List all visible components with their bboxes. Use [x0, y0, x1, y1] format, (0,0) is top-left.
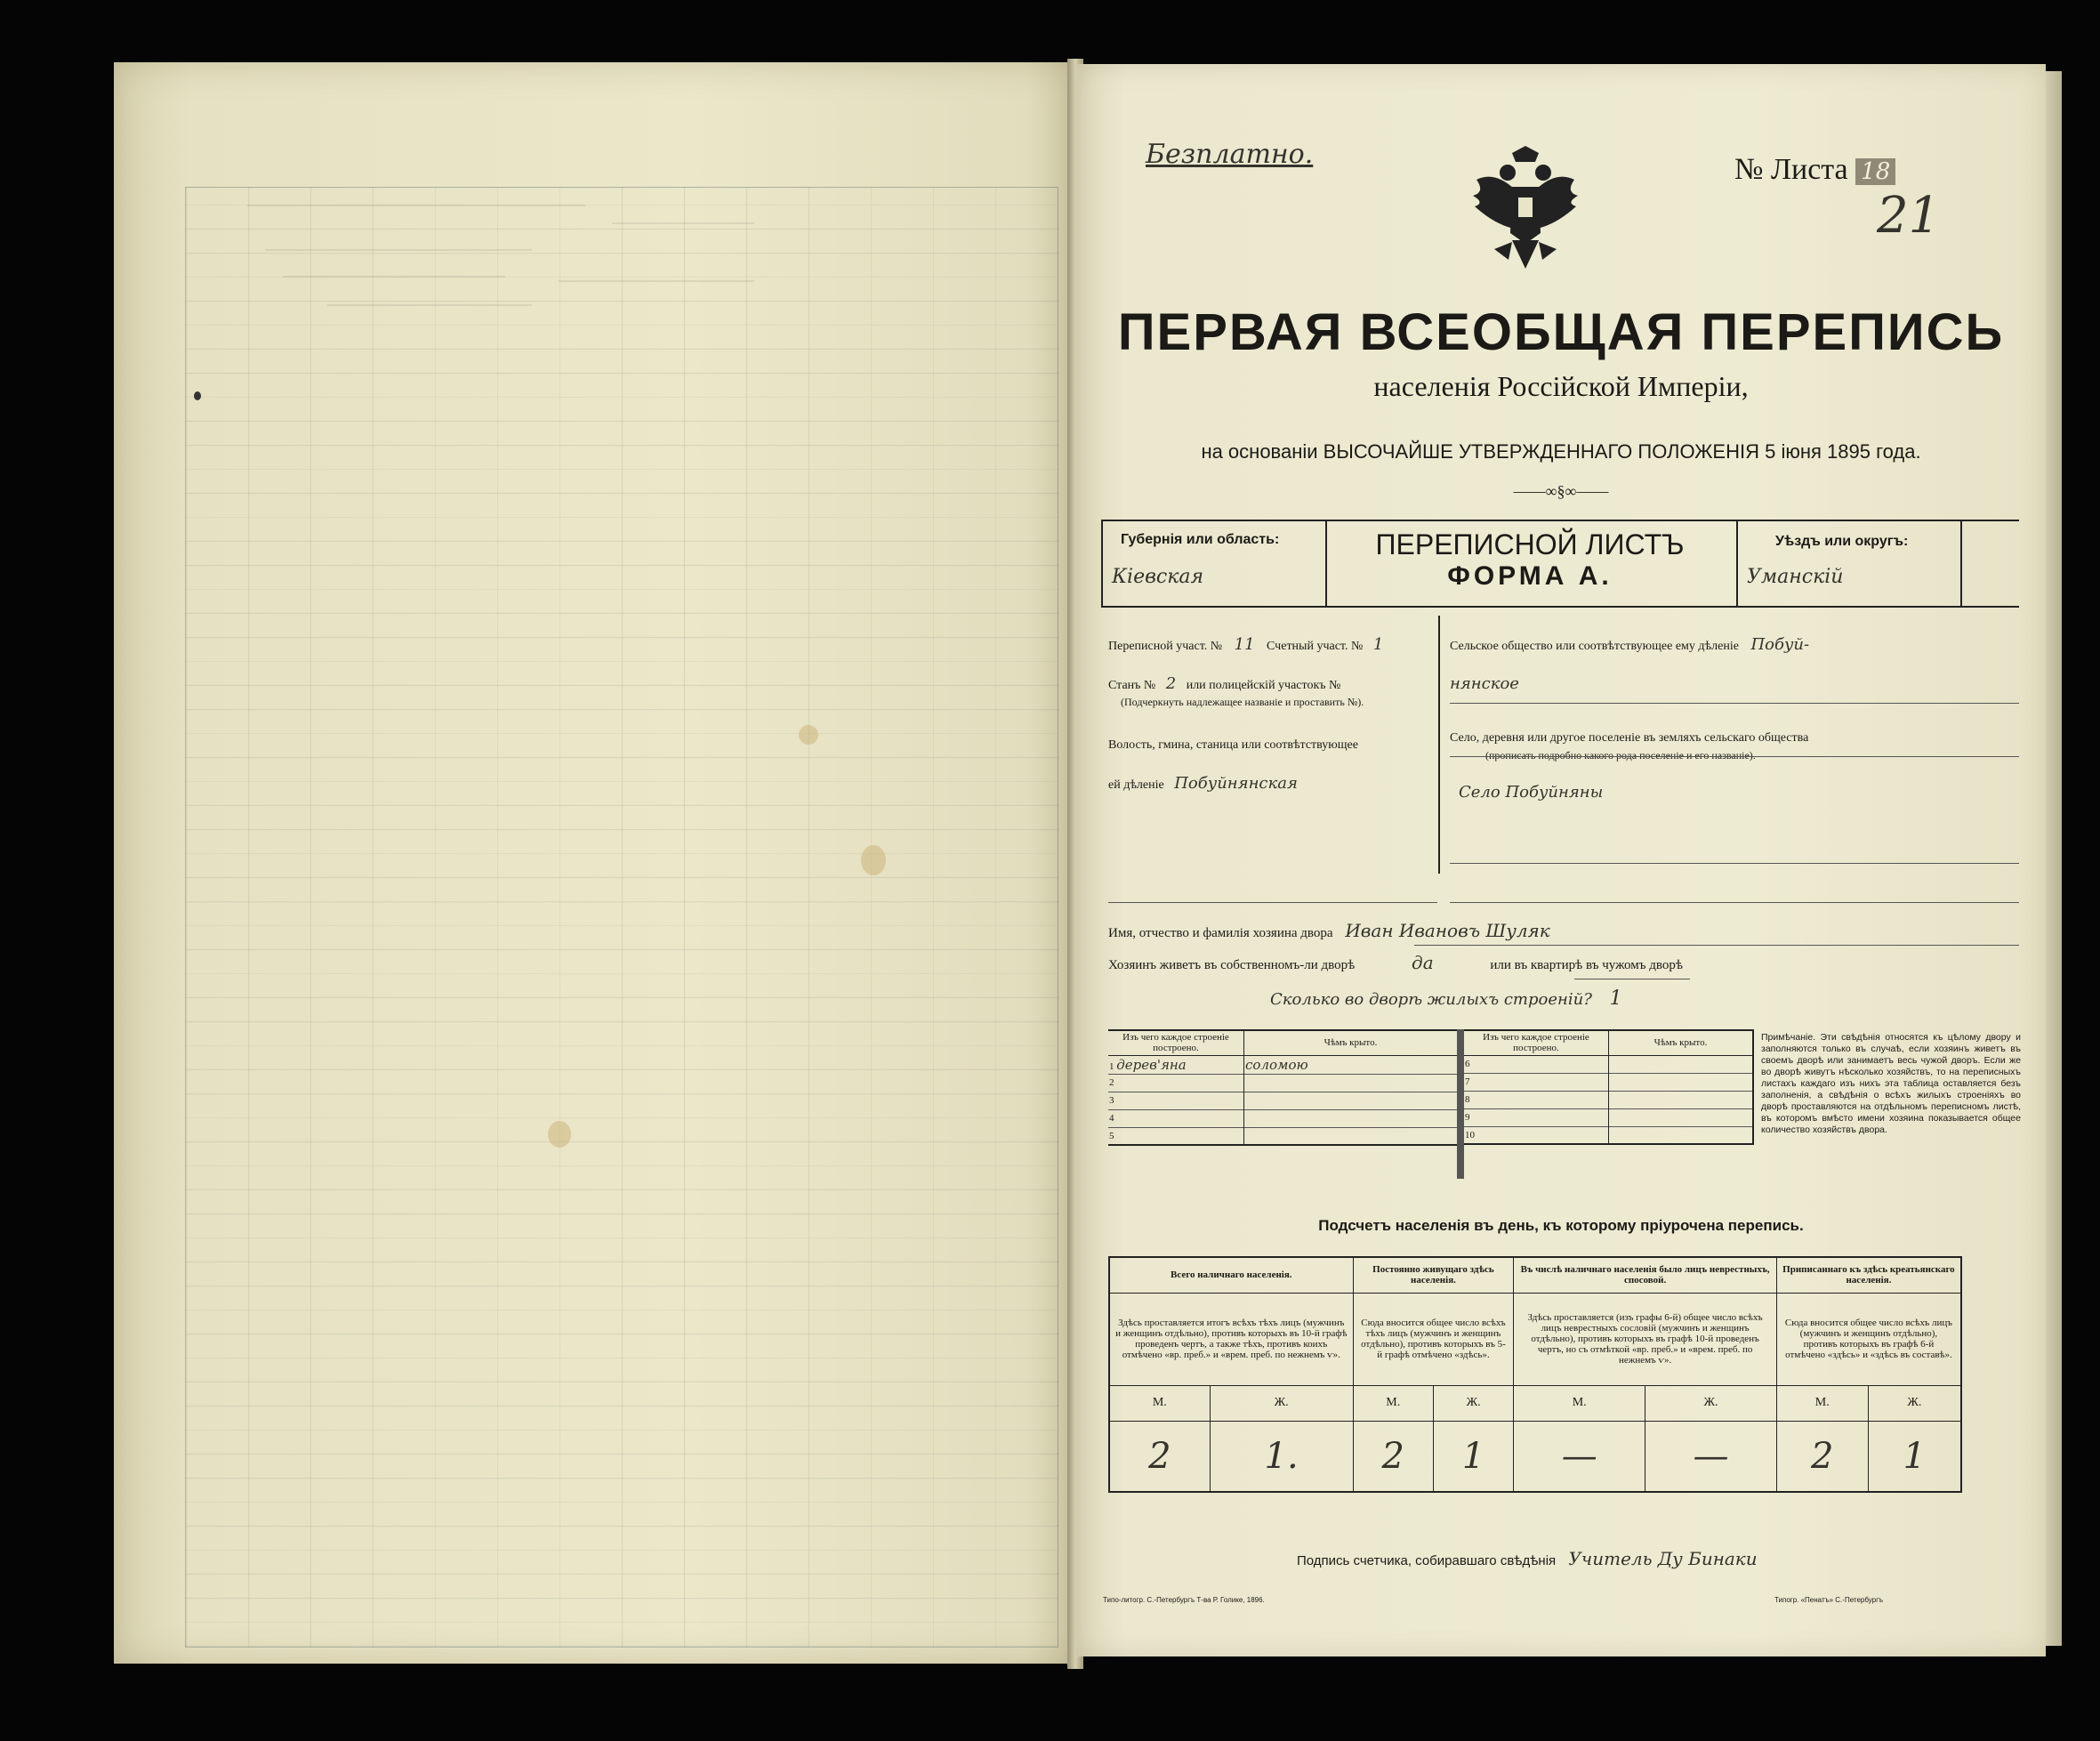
- village-label: Село, деревня или другое поселеніе въ земляхъ сельскаго общества: [1450, 731, 1809, 745]
- group-title: Всего наличнаго населенія.: [1109, 1257, 1353, 1293]
- col-f: Ж.: [1907, 1396, 1922, 1409]
- census-district-label: Переписной участ. №: [1108, 640, 1223, 653]
- volost-label: Волость, гмина, станица или соотвѣтствующее: [1108, 738, 1358, 752]
- col-f: Ж.: [1210, 1385, 1353, 1421]
- fill-line: [1450, 863, 2019, 864]
- buildings-table-right: [1464, 1029, 1754, 1145]
- fill-line: [1450, 902, 2019, 903]
- sheet-number-label: № Листа: [1734, 153, 1848, 186]
- table-row: 4: [1108, 1109, 1457, 1127]
- society-value-2: нянское: [1450, 674, 1519, 693]
- population-values-row: [1109, 1421, 1961, 1492]
- table-row: 8: [1464, 1091, 1753, 1108]
- left-page: [114, 62, 1074, 1664]
- group-desc: Сюда вносится общее число всѣхъ тѣхъ лицъ (мужчинъ и женщинъ отдѣльно), противъ которыхъ въ 5-й графѣ отмѣчено «здѣсь».: [1353, 1293, 1514, 1385]
- village-note: (прописать подробно какого рода поселеніе и его названіе).: [1485, 749, 1756, 762]
- col-m: М.: [1353, 1385, 1433, 1421]
- col-m: М.: [1109, 1385, 1210, 1421]
- count-value: —: [1514, 1421, 1645, 1492]
- owner-lives-value: да: [1412, 952, 1434, 973]
- village-value: Село Побуйняны: [1459, 783, 1604, 802]
- population-caption: Подсчетъ населенія въ день, къ которому пріурочена перепись.: [1318, 1217, 1804, 1234]
- left-page-grid: [185, 187, 1058, 1648]
- buildings-value: 1: [1609, 987, 1622, 1010]
- group-title: Постоянно живущаго здѣсь населенія.: [1353, 1257, 1514, 1293]
- fill-line: [1414, 945, 2019, 946]
- stan-value: 2: [1165, 674, 1177, 693]
- province-label: Губернія или область:: [1121, 532, 1280, 547]
- count-value: 2: [1109, 1421, 1210, 1492]
- table-row: 5: [1108, 1127, 1457, 1145]
- sheet-number-handwritten: 21: [1877, 187, 1941, 245]
- census-district-value: 11: [1234, 635, 1255, 654]
- count-value: —: [1645, 1421, 1777, 1492]
- ink-spot: [194, 391, 201, 400]
- signature-value: Учитель Ду Бинаки: [1568, 1548, 1758, 1569]
- stan-label: Станъ №: [1108, 679, 1156, 692]
- bleed-through-line: [283, 276, 505, 278]
- police-label: или полицейскій участокъ №: [1186, 679, 1341, 692]
- sheet-number-value: 18: [1855, 158, 1895, 185]
- census-title: ПЕРВАЯ ВСЕОБЩАЯ ПЕРЕПИСЬ: [1117, 303, 2005, 361]
- owner-name-value: Иван Ивановъ Шуляк: [1345, 920, 1550, 941]
- col-material-header: Изъ чего каждое строеніе построено.: [1108, 1030, 1244, 1055]
- col-m: М.: [1776, 1385, 1868, 1421]
- paper-stain: [861, 845, 886, 875]
- ornament: ——∞§∞——: [1513, 482, 1609, 500]
- group-title: Приписаннаго къ здѣсь креатьянскаго населенія.: [1782, 1264, 1955, 1286]
- fill-line: [1450, 756, 2019, 757]
- form-title-block: [1325, 528, 1734, 592]
- bleed-through-line: [247, 205, 585, 206]
- census-subtitle: населенія Россійской Имперіи,: [1373, 370, 1749, 402]
- buildings-table-left: [1108, 1029, 1457, 1146]
- table-center-bar: [1457, 1029, 1464, 1179]
- society-value: Побуй-: [1750, 635, 1810, 654]
- paper-stain: [548, 1121, 571, 1148]
- imperial-eagle-emblem: [1459, 144, 1592, 278]
- sheet-title: ПЕРЕПИСНОЙ ЛИСТЪ: [1375, 528, 1685, 560]
- right-fields: [1450, 635, 2019, 802]
- col-material-header: Изъ чего каждое строеніе построено.: [1464, 1030, 1609, 1055]
- note-text: Примѣчаніе. Эти свѣдѣнія относятся къ цѣлому двору и заполняются только въ случаѣ, если хозяинъ живетъ въ своемъ дворѣ или занимаетъ весь чужой дворъ. Если же во дворѣ живутъ нѣсколько хозяйствъ, то на переписныхъ листахъ каждаго изъ нихъ эта таблица оставляется безъ заполненія, а свѣдѣнія о всѣхъ жилыхъ строеніяхъ во дворѣ проставляются на отдѣльномъ переписномъ листѣ, въ которомъ вмѣсто имени хозяина показывается общее количество хозяйствъ двора.: [1761, 1032, 2021, 1135]
- population-table: [1108, 1256, 1962, 1493]
- col-f: Ж.: [1645, 1385, 1777, 1421]
- printer-imprint-right: Типогр. «Пенатъ» С.-Петербургъ: [1774, 1596, 1884, 1604]
- group-desc: Здѣсь проставляется итогъ всѣхъ тѣхъ лицъ (мужчинъ и женщинъ отдѣльно), противъ которыхъ въ 10-й графѣ проведенъ чертъ, а также тѣхъ, противъ коихъ отмѣчено «вр. преб.» и «врем. преб. по нежнемъ ѵ».: [1109, 1293, 1353, 1385]
- count-value: 1: [1903, 1435, 1927, 1477]
- count-value: 2: [1776, 1421, 1868, 1492]
- buildings-label: Сколько во дворѣ жилыхъ строеній?: [1270, 990, 1592, 1009]
- signature-line: [1297, 1548, 1758, 1569]
- group-title: Въ числѣ наличнаго населенія было лицъ неврестныхъ, спосовой.: [1514, 1257, 1777, 1293]
- col-roof-header: Чѣмъ крыто.: [1653, 1037, 1708, 1049]
- table-row: 2: [1108, 1074, 1457, 1092]
- group-desc: Сюда вносится общее число всѣхъ лицъ (мужчинъ и женщинъ отдѣльно), противъ которыхъ въ графѣ 6-й отмѣчено «здѣсь» и «здѣсь въ составѣ».: [1784, 1318, 1952, 1360]
- volost-label-2: ей дѣленіе: [1108, 778, 1164, 792]
- census-basis: на основаніи ВЫСОЧАЙШЕ УТВЕРЖДЕННАГО ПОЛОЖЕНІЯ 5 іюня 1895 года.: [1201, 440, 1921, 463]
- district-box: [1736, 520, 1962, 608]
- bleed-through-line: [265, 249, 532, 251]
- table-row: 3: [1108, 1092, 1457, 1109]
- table-row: 10: [1464, 1126, 1753, 1144]
- col-f: Ж.: [1433, 1385, 1513, 1421]
- district-label: Уѣздъ или округъ:: [1775, 534, 1909, 549]
- signature-label: Подпись счетчика, собиравшаго свѣдѣнія: [1297, 1553, 1557, 1568]
- left-fields: [1108, 635, 1437, 810]
- fill-line: [1108, 902, 1437, 903]
- province-value: Кіевская: [1112, 566, 1204, 588]
- count-value: 2: [1353, 1421, 1433, 1492]
- col-roof-header: Чѣмъ крыто.: [1324, 1037, 1378, 1049]
- sheet-number: [1734, 153, 1895, 187]
- fill-line: [1450, 703, 2019, 704]
- free-label: Безплатно.: [1146, 139, 1314, 170]
- counting-district-value: 1: [1372, 635, 1384, 654]
- volost-value: Побуйнянская: [1174, 774, 1298, 793]
- form-title: ФОРМА А.: [1447, 561, 1613, 591]
- district-value: Уманскій: [1747, 566, 1844, 588]
- paper-stain: [799, 725, 818, 745]
- bleed-through-line: [559, 280, 754, 282]
- table-row: 1 дерев'яна соломою: [1108, 1055, 1457, 1074]
- count-value: 1.: [1210, 1421, 1353, 1492]
- owner-name-label: Имя, отчество и фамилія хозяина двора: [1108, 926, 1333, 940]
- bleed-through-line: [612, 222, 754, 224]
- count-value: 1: [1433, 1421, 1513, 1492]
- counting-district-label: Счетный участ. №: [1267, 640, 1364, 653]
- table-row: 9: [1464, 1108, 1753, 1126]
- fields-divider: [1438, 616, 1440, 874]
- bleed-through-line: [327, 304, 532, 306]
- owner-lives-label: Хозяинъ живетъ въ собственномъ-ли дворѣ: [1108, 958, 1356, 972]
- roof-value: соломою: [1245, 1056, 1308, 1073]
- table-row: 6: [1464, 1055, 1753, 1073]
- owner-fields: [1108, 920, 2019, 1010]
- province-box: [1101, 520, 1327, 608]
- group-desc: Здѣсь проставляется (изъ графы 6-й) общее число всѣхъ лицъ неврестныхъ сословій (мужчинъ и женщинъ отдѣльно), противъ которыхъ въ графѣ 10-й проведенъ чертъ, но съ отмѣткой «вр. преб.» и «врем. преб. по нежнемъ ѵ».: [1514, 1293, 1777, 1385]
- society-label: Сельское общество или соотвѣтствующее ему дѣленіе: [1450, 640, 1739, 653]
- stan-note: (Подчеркнуть надлежащее названіе и проставить №).: [1121, 696, 1364, 708]
- col-m: М.: [1514, 1385, 1645, 1421]
- owner-lives-label-2: или въ квартирѣ въ чужомъ дворѣ: [1490, 958, 1684, 972]
- printer-imprint-left: Типо-литогр. С.-Петербургъ Т-ва Р. Голике, 1896.: [1103, 1596, 1265, 1604]
- table-row: 7: [1464, 1073, 1753, 1091]
- material-value: дерев'яна: [1116, 1056, 1187, 1073]
- census-form-page: [1076, 64, 2046, 1656]
